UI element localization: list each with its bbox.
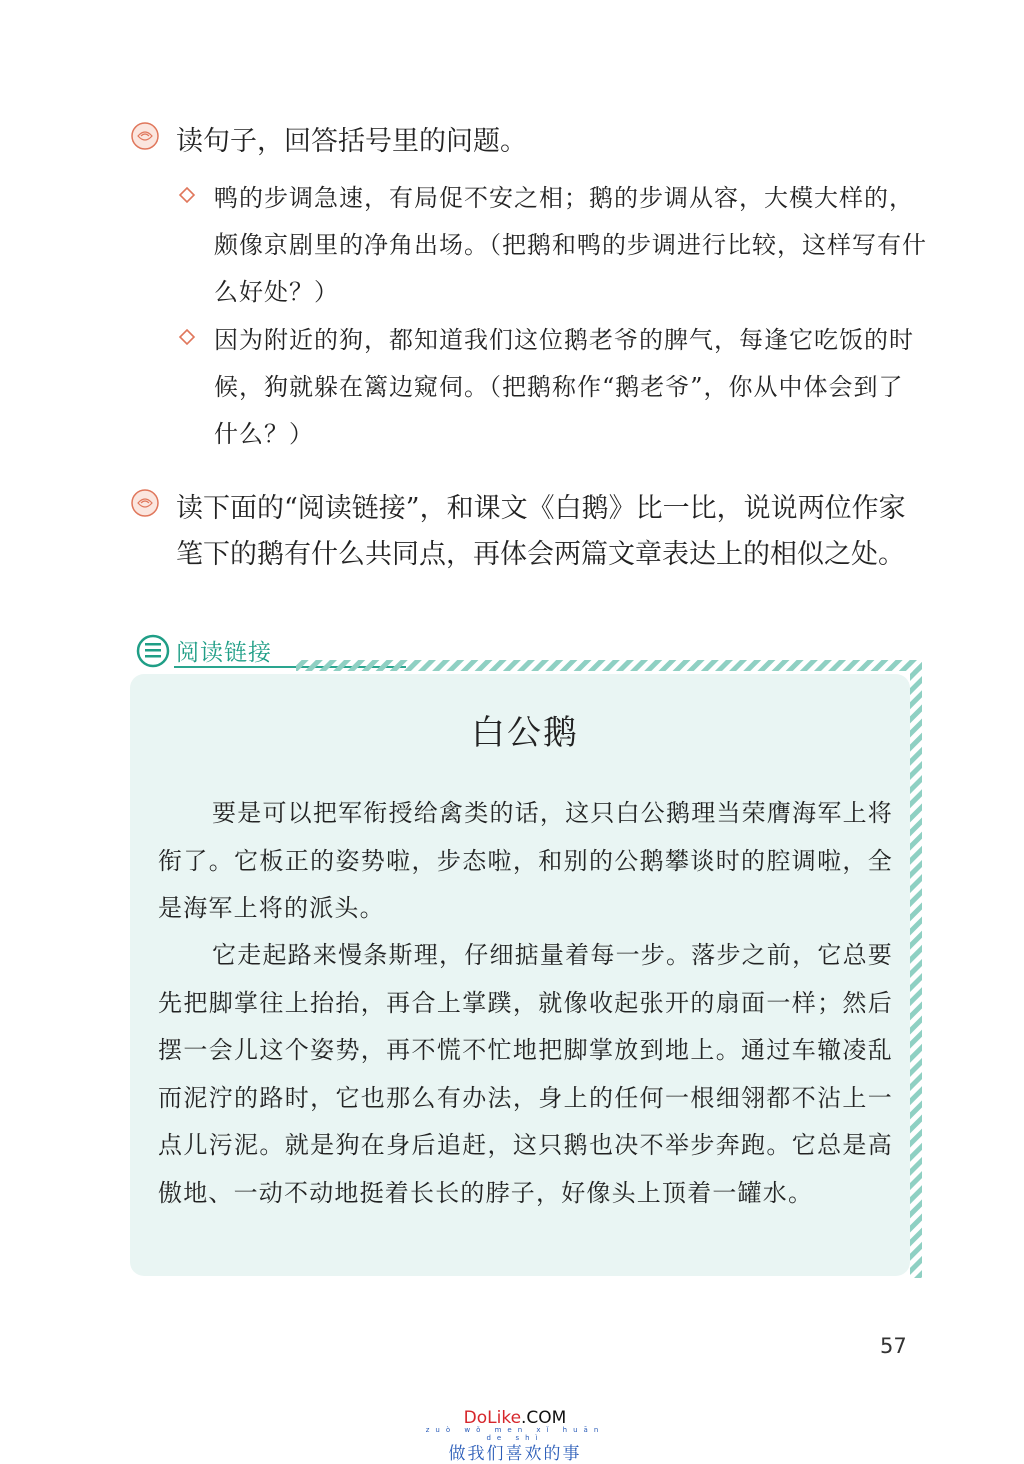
question-badge-icon — [130, 121, 160, 151]
question-1-text: 读句子，回答括号里的问题。 — [176, 126, 527, 157]
sub-item-2 — [177, 317, 927, 458]
diamond-bullet-icon — [177, 327, 197, 347]
question-2 — [130, 486, 930, 578]
question-badge-icon — [130, 488, 160, 518]
sub-item-2-text: 因为附近的狗，都知道我们这位鹅老爷的脾气，每逢它吃饭的时候，狗就躲在篱边窥伺。（把鹅称作“鹅老爷”，你从中体会到了什么？） — [214, 326, 914, 448]
watermark — [420, 1408, 610, 1464]
page-number: 57 — [880, 1334, 907, 1358]
book-icon — [136, 634, 170, 668]
watermark-pinyin: zuò wǒ men xǐ huān de shì — [425, 1426, 605, 1442]
watermark-brand — [420, 1408, 610, 1428]
reading-link-underline — [174, 666, 406, 668]
watermark-brand-black: .COM — [521, 1408, 567, 1428]
reading-paragraph-2: 它走起路来慢条斯理，仔细掂量着每一步。落步之前，它总要先把脚掌往上抬抬，再合上掌蹼，就像收起张开的扇面一样；然后摆一会儿这个姿势，再不慌不忙地把脚掌放到地上。通过车辙凌乱而泥泞的路时，它也那么有办法，身上的任何一根细翎都不沾上一点儿污泥。就是狗在身后追赶，这只鹅也决不举步奔跑。它总是高傲地、一动不动地挺着长长的脖子，好像头上顶着一罐水。 — [158, 941, 893, 1207]
sub-item-1 — [177, 175, 927, 316]
question-1 — [130, 119, 930, 165]
watermark-brand-red: DoLike — [463, 1408, 522, 1428]
diamond-bullet-icon — [177, 185, 197, 205]
reading-link-text: 阅读链接 — [176, 640, 272, 666]
question-2-text: 读下面的“阅读链接”，和课文《白鹅》比一比，说说两位作家笔下的鹅有什么共同点，再体会两篇文章表达上的相似之处。 — [176, 493, 906, 570]
watermark-slogan: 做我们喜欢的事 — [448, 1444, 582, 1464]
reading-link-label — [136, 632, 276, 668]
sub-item-1-text: 鸭的步调急速，有局促不安之相；鹅的步调从容，大模大样的，颇像京剧里的净角出场。（把鹅和鸭的步调进行比较，这样写有什么好处？） — [214, 184, 927, 306]
reading-title: 白公鹅 — [471, 713, 579, 753]
reading-paragraph-1: 要是可以把军衔授给禽类的话，这只白公鹅理当荣膺海军上将衔了。它板正的姿势啦，步态啦，和别的公鹅攀谈时的腔调啦，全是海军上将的派头。 — [158, 799, 893, 922]
